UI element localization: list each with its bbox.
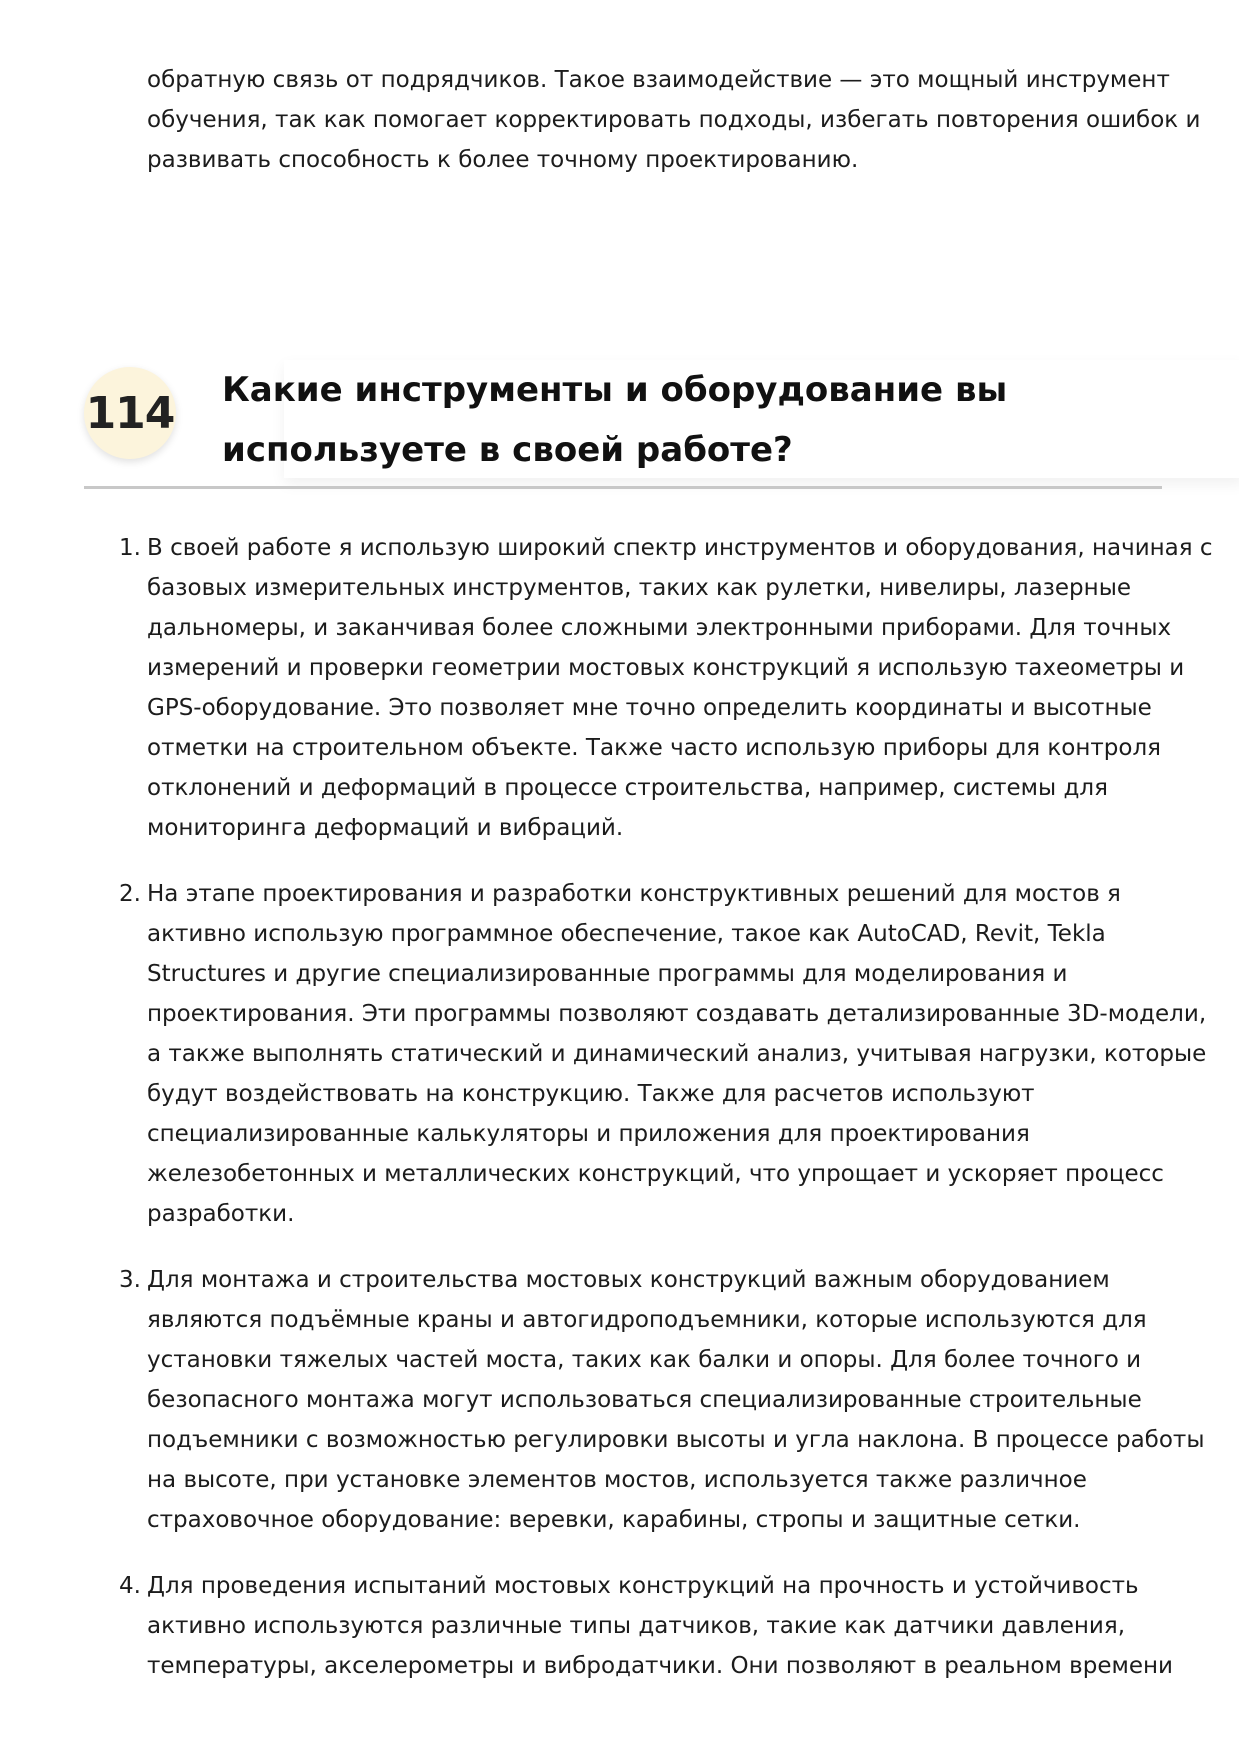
text-line: В своей работе я использую широкий спектр инструментов и оборудования, начиная с xyxy=(147,535,1213,561)
text-line: отметки на строительном объекте. Также часто использую приборы для контроля xyxy=(147,735,1161,761)
list-item xyxy=(119,1260,1205,1540)
text-line: GPS-оборудование. Это позволяет мне точно определить координаты и высотные xyxy=(147,695,1152,721)
text-line: установки тяжелых частей моста, таких как балки и опоры. Для более точного и xyxy=(147,1347,1142,1373)
text-line: мониторинга деформаций и вибраций. xyxy=(147,815,624,841)
text-line: измерений и проверки геометрии мостовых конструкций я использую тахеометры и xyxy=(147,655,1185,681)
text-line: Для проведения испытаний мостовых конструкций на прочность и устойчивость xyxy=(147,1573,1139,1599)
text-line: специализированные калькуляторы и приложения для проектирования xyxy=(147,1121,1030,1147)
text-line: разработки. xyxy=(147,1201,295,1227)
list-item xyxy=(119,874,1207,1234)
text-line: на высоте, при установке элементов мостов, используется также различное xyxy=(147,1467,1087,1493)
text-line: железобетонных и металлических конструкций, что упрощает и ускоряет процесс xyxy=(147,1161,1164,1187)
text-line: безопасного монтажа могут использоваться специализированные строительные xyxy=(147,1387,1142,1413)
answer-list xyxy=(119,528,1213,1712)
question-number-badge xyxy=(84,367,176,459)
text-line: проектирования. Эти программы позволяют создавать детализированные 3D-модели, xyxy=(147,1001,1207,1027)
text-line: температуры, акселерометры и вибродатчики. Они позволяют в реальном времени xyxy=(147,1653,1173,1679)
question-title xyxy=(222,360,1122,480)
text-line: а также выполнять статический и динамический анализ, учитывая нагрузки, которые xyxy=(147,1041,1207,1067)
text-line: являются подъёмные краны и автогидроподъемники, которые используются для xyxy=(147,1307,1147,1333)
text-line: страховочное оборудование: веревки, карабины, стропы и защитные сетки. xyxy=(147,1507,1081,1533)
text-line: Structures и другие специализированные программы для моделирования и xyxy=(147,961,1068,987)
list-marker: 1. xyxy=(119,535,141,561)
text-line: Для монтажа и строительства мостовых конструкций важным оборудованием xyxy=(147,1267,1110,1293)
title-line: используете в своей работе? xyxy=(222,430,793,470)
text-line: подъемники с возможностью регулировки высоты и угла наклона. В процессе работы xyxy=(147,1427,1205,1453)
text-line: развивать способность к более точному проектированию. xyxy=(147,147,859,173)
title-line: Какие инструменты и оборудование вы xyxy=(222,370,1008,410)
text-line: обучения, так как помогает корректировать подходы, избегать повторения ошибок и xyxy=(147,107,1201,133)
question-heading xyxy=(84,360,1162,484)
intro-paragraph xyxy=(147,60,1201,180)
text-line: будут воздействовать на конструкцию. Также для расчетов используют xyxy=(147,1081,1035,1107)
list-marker: 3. xyxy=(119,1267,141,1293)
list-item xyxy=(119,528,1213,848)
text-line: базовых измерительных инструментов, таких как рулетки, нивелиры, лазерные xyxy=(147,575,1132,601)
list-marker: 2. xyxy=(119,881,141,907)
heading-divider xyxy=(84,486,1162,489)
text-line: активно использую программное обеспечение, такое как AutoCAD, Revit, Tekla xyxy=(147,921,1106,947)
text-line: отклонений и деформаций в процессе строительства, например, системы для xyxy=(147,775,1108,801)
text-line: дальномеры, и заканчивая более сложными электронными приборами. Для точных xyxy=(147,615,1172,641)
text-line: На этапе проектирования и разработки конструктивных решений для мостов я xyxy=(147,881,1121,907)
text-line: активно используются различные типы датчиков, такие как датчики давления, xyxy=(147,1613,1126,1639)
text-line: обратную связь от подрядчиков. Такое взаимодействие — это мощный инструмент xyxy=(147,67,1170,93)
question-number: 114 xyxy=(85,387,175,439)
list-marker: 4. xyxy=(119,1573,141,1599)
list-item xyxy=(119,1566,1173,1686)
